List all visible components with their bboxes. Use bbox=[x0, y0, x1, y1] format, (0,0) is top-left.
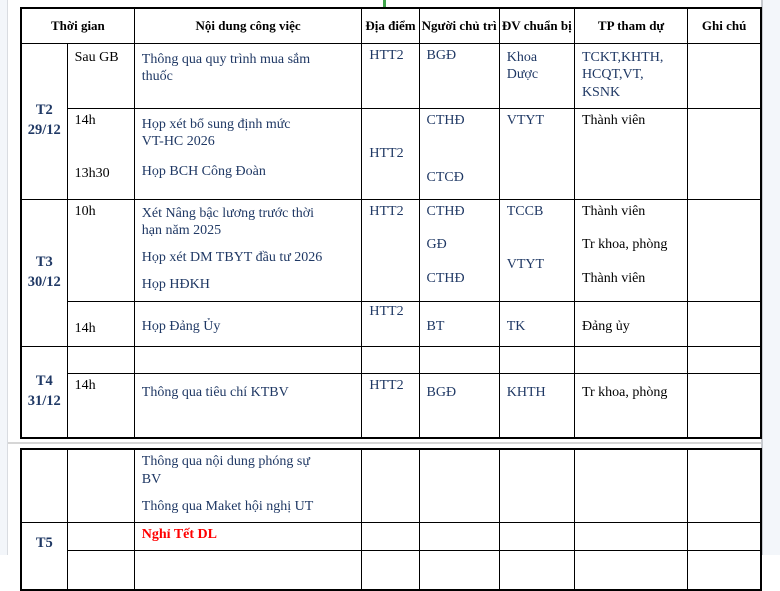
schedule-cell[interactable] bbox=[499, 373, 574, 438]
schedule-cell[interactable] bbox=[574, 373, 687, 438]
schedule-cell[interactable] bbox=[574, 449, 687, 522]
schedule-cell[interactable] bbox=[688, 550, 761, 590]
day-label-t3[interactable] bbox=[21, 199, 67, 346]
table-section-break bbox=[8, 442, 761, 444]
cell-text: VT-HC 2026 bbox=[141, 134, 215, 150]
day-label-t4[interactable] bbox=[21, 346, 67, 438]
cell-text: HTT2 bbox=[369, 377, 404, 393]
schedule-cell[interactable] bbox=[499, 550, 574, 590]
column-header[interactable]: Thời gian bbox=[21, 8, 134, 43]
cell-text: 31/12 bbox=[27, 392, 61, 409]
schedule-cell[interactable] bbox=[362, 108, 419, 199]
schedule-cell[interactable] bbox=[67, 346, 134, 373]
table-row bbox=[21, 373, 761, 438]
schedule-cell[interactable] bbox=[574, 550, 687, 590]
schedule-cell[interactable] bbox=[419, 301, 499, 346]
schedule-cell[interactable] bbox=[419, 550, 499, 590]
header-row bbox=[21, 8, 761, 43]
schedule-cell[interactable] bbox=[574, 301, 687, 346]
green-caret-marker bbox=[383, 0, 386, 7]
cell-text: CTCĐ bbox=[426, 170, 464, 186]
cell-text: Họp xét bổ sung định mức bbox=[141, 116, 291, 132]
schedule-cell[interactable] bbox=[67, 522, 134, 550]
cell-text: 14h bbox=[74, 377, 96, 393]
cell-text: BT bbox=[426, 318, 445, 334]
cell-text: Khoa Dược bbox=[506, 49, 539, 83]
schedule-cell[interactable] bbox=[574, 522, 687, 550]
table-row bbox=[21, 449, 761, 522]
schedule-cell[interactable] bbox=[134, 522, 362, 550]
cell-text: CTHĐ bbox=[426, 112, 465, 128]
table-row bbox=[21, 346, 761, 373]
cell-text: Tr khoa, phòng bbox=[581, 237, 668, 253]
schedule-cell[interactable] bbox=[688, 43, 761, 108]
schedule-cell[interactable] bbox=[67, 108, 134, 199]
schedule-cell[interactable] bbox=[362, 301, 419, 346]
schedule-cell[interactable] bbox=[134, 199, 362, 301]
schedule-cell[interactable] bbox=[419, 522, 499, 550]
schedule-cell[interactable] bbox=[499, 199, 574, 301]
cell-text: Thành viên bbox=[581, 271, 646, 287]
column-header[interactable]: TP tham dự bbox=[574, 8, 687, 43]
schedule-cell[interactable] bbox=[499, 301, 574, 346]
cell-text: hạn năm 2025 bbox=[141, 223, 222, 239]
schedule-cell[interactable] bbox=[499, 43, 574, 108]
column-header[interactable]: ĐV chuẩn bị bbox=[499, 8, 574, 43]
cell-text: 13h30 bbox=[74, 166, 110, 182]
schedule-cell[interactable] bbox=[67, 550, 134, 590]
schedule-cell[interactable] bbox=[419, 108, 499, 199]
cell-text: BGĐ bbox=[426, 384, 457, 400]
page-right-gutter bbox=[761, 0, 780, 555]
table-row bbox=[21, 199, 761, 301]
schedule-cell[interactable] bbox=[499, 449, 574, 522]
schedule-cell[interactable] bbox=[134, 373, 362, 438]
schedule-cell[interactable] bbox=[67, 449, 134, 522]
schedule-cell[interactable] bbox=[134, 108, 362, 199]
schedule-cell[interactable] bbox=[574, 346, 687, 373]
cell-text: Họp BCH Công Đoàn bbox=[141, 164, 266, 180]
schedule-cell[interactable] bbox=[688, 522, 761, 550]
schedule-cell[interactable] bbox=[419, 449, 499, 522]
day-label-t2[interactable] bbox=[21, 43, 67, 199]
cell-text: KHTH bbox=[506, 384, 546, 400]
day-label-t5[interactable] bbox=[21, 522, 67, 590]
schedule-cell[interactable] bbox=[688, 199, 761, 301]
schedule-cell[interactable] bbox=[67, 43, 134, 108]
schedule-cell[interactable] bbox=[362, 373, 419, 438]
schedule-cell[interactable] bbox=[419, 199, 499, 301]
cell-text: TK bbox=[506, 318, 526, 334]
cell-text: Thông qua nội dung phóng sự bbox=[141, 454, 310, 469]
cell-text: Đảng ủy bbox=[581, 318, 630, 334]
cell-text: CTHĐ bbox=[426, 203, 465, 219]
schedule-cell[interactable] bbox=[362, 449, 419, 522]
schedule-cell[interactable] bbox=[134, 301, 362, 346]
table-row bbox=[21, 43, 761, 108]
cell-text: 10h bbox=[74, 203, 96, 219]
schedule-cell[interactable] bbox=[134, 43, 362, 108]
schedule-cell[interactable] bbox=[419, 43, 499, 108]
cell-text: VTYT bbox=[506, 257, 545, 273]
schedule-cell[interactable] bbox=[362, 346, 419, 373]
cell-text: BGĐ bbox=[426, 47, 457, 63]
schedule-table-main bbox=[20, 7, 762, 439]
schedule-cell[interactable] bbox=[574, 108, 687, 199]
cell-text: Thành viên bbox=[581, 203, 646, 219]
cell-text: T2 bbox=[35, 102, 53, 119]
cell-text: HTT2 bbox=[369, 145, 404, 161]
cell-text: Thông qua Maket hội nghị UT bbox=[141, 498, 314, 514]
schedule-cell[interactable] bbox=[362, 199, 419, 301]
schedule-cell[interactable] bbox=[419, 373, 499, 438]
cell-text: Họp Đảng Ủy bbox=[141, 318, 221, 334]
schedule-cell[interactable] bbox=[574, 199, 687, 301]
cell-text: Nghỉ Tết DL bbox=[141, 526, 217, 542]
cell-text: T5 bbox=[35, 534, 53, 551]
schedule-cell[interactable] bbox=[688, 373, 761, 438]
schedule-cell[interactable] bbox=[688, 346, 761, 373]
table-row bbox=[21, 522, 761, 550]
schedule-cell[interactable] bbox=[67, 301, 134, 346]
cell-text: Thông qua quy trình mua sắm bbox=[141, 51, 311, 67]
cell-text: Họp xét DM TBYT đầu tư 2026 bbox=[141, 250, 323, 266]
cell-text: Xét Nâng bậc lương trước thời bbox=[141, 205, 315, 221]
table-row bbox=[21, 550, 761, 590]
schedule-cell[interactable] bbox=[362, 550, 419, 590]
table-row bbox=[21, 301, 761, 346]
cell-text: TCKT,KHTH, HCQT,VT, KSNK bbox=[581, 49, 664, 101]
cell-text: TCCB bbox=[506, 203, 544, 219]
cell-text: CTHĐ bbox=[426, 271, 465, 287]
schedule-cell[interactable] bbox=[688, 449, 761, 522]
cell-text: 14h bbox=[74, 320, 96, 336]
schedule-cell[interactable] bbox=[574, 43, 687, 108]
schedule-cell[interactable] bbox=[134, 449, 362, 522]
schedule-cell[interactable] bbox=[67, 199, 134, 301]
schedule-cell[interactable] bbox=[499, 346, 574, 373]
schedule-cell[interactable] bbox=[67, 373, 134, 438]
cell-text: Thông qua tiêu chí KTBV bbox=[141, 384, 289, 400]
cell-text: GĐ bbox=[426, 237, 447, 253]
schedule-cell[interactable] bbox=[688, 301, 761, 346]
schedule-cell[interactable] bbox=[362, 522, 419, 550]
cell-text: HTT2 bbox=[369, 303, 404, 319]
cell-text: 30/12 bbox=[27, 273, 61, 290]
schedule-cell[interactable] bbox=[134, 550, 362, 590]
cell-text: 29/12 bbox=[27, 122, 61, 138]
cell-text: Họp HĐKH bbox=[141, 277, 210, 293]
schedule-cell[interactable] bbox=[688, 108, 761, 199]
cell-text: thuốc bbox=[141, 69, 173, 85]
column-header[interactable]: Ghi chú bbox=[688, 8, 761, 43]
cell-text: 14h bbox=[74, 112, 96, 128]
cell-text: HTT2 bbox=[369, 203, 404, 219]
schedule-table-next bbox=[20, 448, 762, 591]
schedule-cell[interactable] bbox=[134, 346, 362, 373]
cell-text: Tr khoa, phòng bbox=[581, 384, 668, 400]
cell-text: Thành viên bbox=[581, 112, 646, 128]
column-header[interactable]: Người chủ trì bbox=[419, 8, 499, 43]
schedule-cell[interactable] bbox=[499, 108, 574, 199]
cell-text: VTYT bbox=[506, 112, 545, 128]
cell-text: Sau GB bbox=[74, 49, 119, 65]
cell-text: T4 bbox=[35, 373, 53, 390]
cell-text: HTT2 bbox=[369, 47, 404, 63]
cell-text: T3 bbox=[35, 253, 53, 270]
schedule-cell[interactable] bbox=[419, 346, 499, 373]
schedule-cell[interactable] bbox=[499, 522, 574, 550]
column-header[interactable]: Địa điểm bbox=[362, 8, 419, 43]
cell-text: BV bbox=[141, 471, 162, 487]
table-row bbox=[21, 108, 761, 199]
schedule-cell[interactable] bbox=[21, 449, 67, 522]
column-header[interactable]: Nội dung công việc bbox=[134, 8, 362, 43]
schedule-cell[interactable] bbox=[362, 43, 419, 108]
page-left-gutter bbox=[0, 0, 8, 555]
